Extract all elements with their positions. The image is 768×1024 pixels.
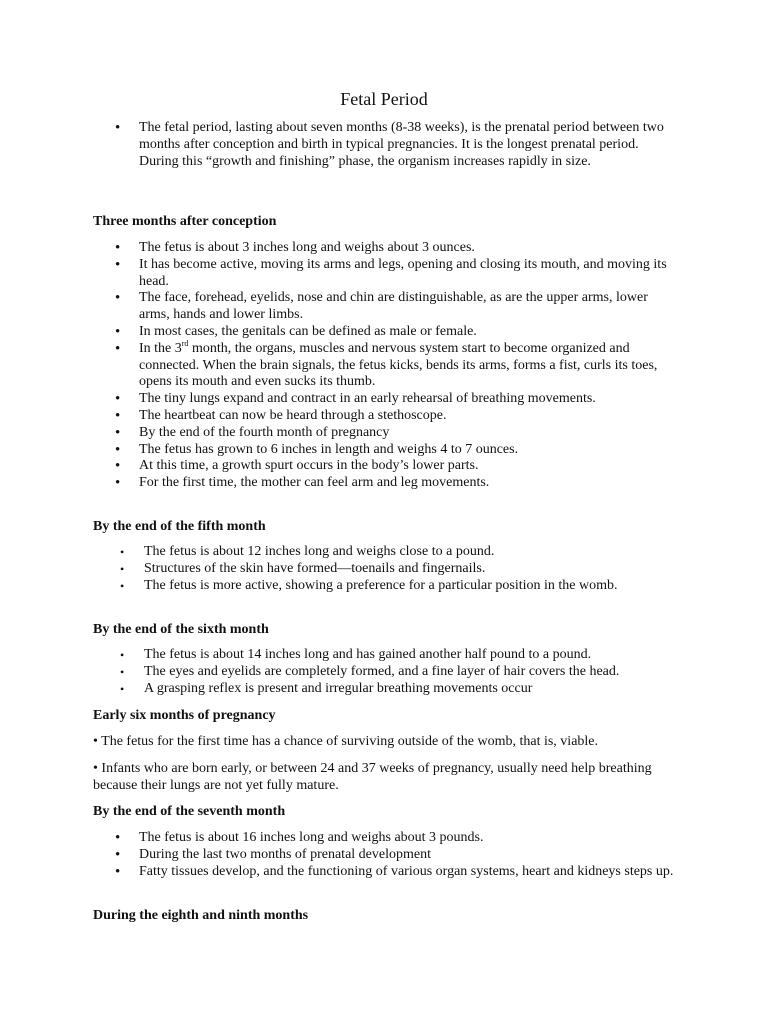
list-item: • The fetus is more active, showing a preference for a particular position in the womb. <box>0 578 684 595</box>
list-item: • The fetal period, lasting about seven months (8-38 weeks), is the prenatal period between two months after conception and birth in typical pregnancies. It is the longest prenatal period. During this “growth and finishing” phase, the organism increases rapidly in size. <box>0 120 679 170</box>
list-item: • Fatty tissues develop, and the functioning of various organ systems, heart and kidneys steps up. <box>0 864 679 881</box>
ordinal-suffix: rd <box>181 338 189 348</box>
list-item: • The face, forehead, eyelids, nose and chin are distinguishable, as are the upper arms, lower arms, hands and lower limbs. <box>0 290 679 324</box>
section-heading-seventh-month: By the end of the seventh month <box>93 804 286 819</box>
list-item: • The eyes and eyelids are completely formed, and a fine layer of hair covers the head. <box>0 664 684 681</box>
list-item: • In most cases, the genitals can be defined as male or female. <box>0 324 679 341</box>
fifth-month-list <box>0 544 768 594</box>
section-heading-early-six: Early six months of pregnancy <box>93 708 276 723</box>
list-item: • Structures of the skin have formed—toenails and fingernails. <box>0 561 684 578</box>
paragraph: • Infants who are born early, or between 24 and 37 weeks of pregnancy, usually need help breathing because their lungs are not yet fully mature. <box>93 761 652 793</box>
list-item <box>0 338 679 391</box>
list-item: • It has become active, moving its arms and legs, opening and closing its mouth, and moving its head. <box>0 257 679 291</box>
section-heading-fifth-month: By the end of the fifth month <box>93 519 266 534</box>
list-item: • For the first time, the mother can feel arm and leg movements. <box>0 475 679 492</box>
paragraph: • The fetus for the first time has a chance of surviving outside of the womb, that is, viable. <box>93 734 599 749</box>
list-item: • At this time, a growth spurt occurs in the body’s lower parts. <box>0 458 679 475</box>
section-heading-sixth-month: By the end of the sixth month <box>93 622 269 637</box>
item-text: In the 3 <box>139 340 182 356</box>
list-item: • The fetus is about 3 inches long and weighs about 3 ounces. <box>0 240 679 257</box>
list-item: • The heartbeat can now be heard through a stethoscope. <box>0 408 679 425</box>
intro-list <box>0 120 768 170</box>
sixth-month-list <box>0 647 768 697</box>
section-heading-three-months: Three months after conception <box>93 214 277 229</box>
list-item: • A grasping reflex is present and irregular breathing movements occur <box>0 681 684 698</box>
list-item: • During the last two months of prenatal development <box>0 847 679 864</box>
three-months-list <box>0 240 768 492</box>
list-item: • The fetus has grown to 6 inches in length and weighs 4 to 7 ounces. <box>0 442 679 459</box>
page-title: Fetal Period <box>340 89 428 109</box>
list-item: • The fetus is about 16 inches long and weighs about 3 pounds. <box>0 830 679 847</box>
list-item: • The tiny lungs expand and contract in an early rehearsal of breathing movements. <box>0 391 679 408</box>
section-heading-eighth-ninth: During the eighth and ninth months <box>93 908 309 923</box>
item-text: month, the organs, muscles and nervous system start to become organized and connected. When the brain signals, the fetus kicks, bends its arms, forms a fist, curls its toes, opens its mouth and even sucks its thumb. <box>139 340 658 390</box>
seventh-month-list <box>0 830 768 880</box>
list-item: • The fetus is about 14 inches long and has gained another half pound to a pound. <box>0 647 684 664</box>
list-item: • By the end of the fourth month of pregnancy <box>0 425 679 442</box>
list-item: • The fetus is about 12 inches long and weighs close to a pound. <box>0 544 684 561</box>
